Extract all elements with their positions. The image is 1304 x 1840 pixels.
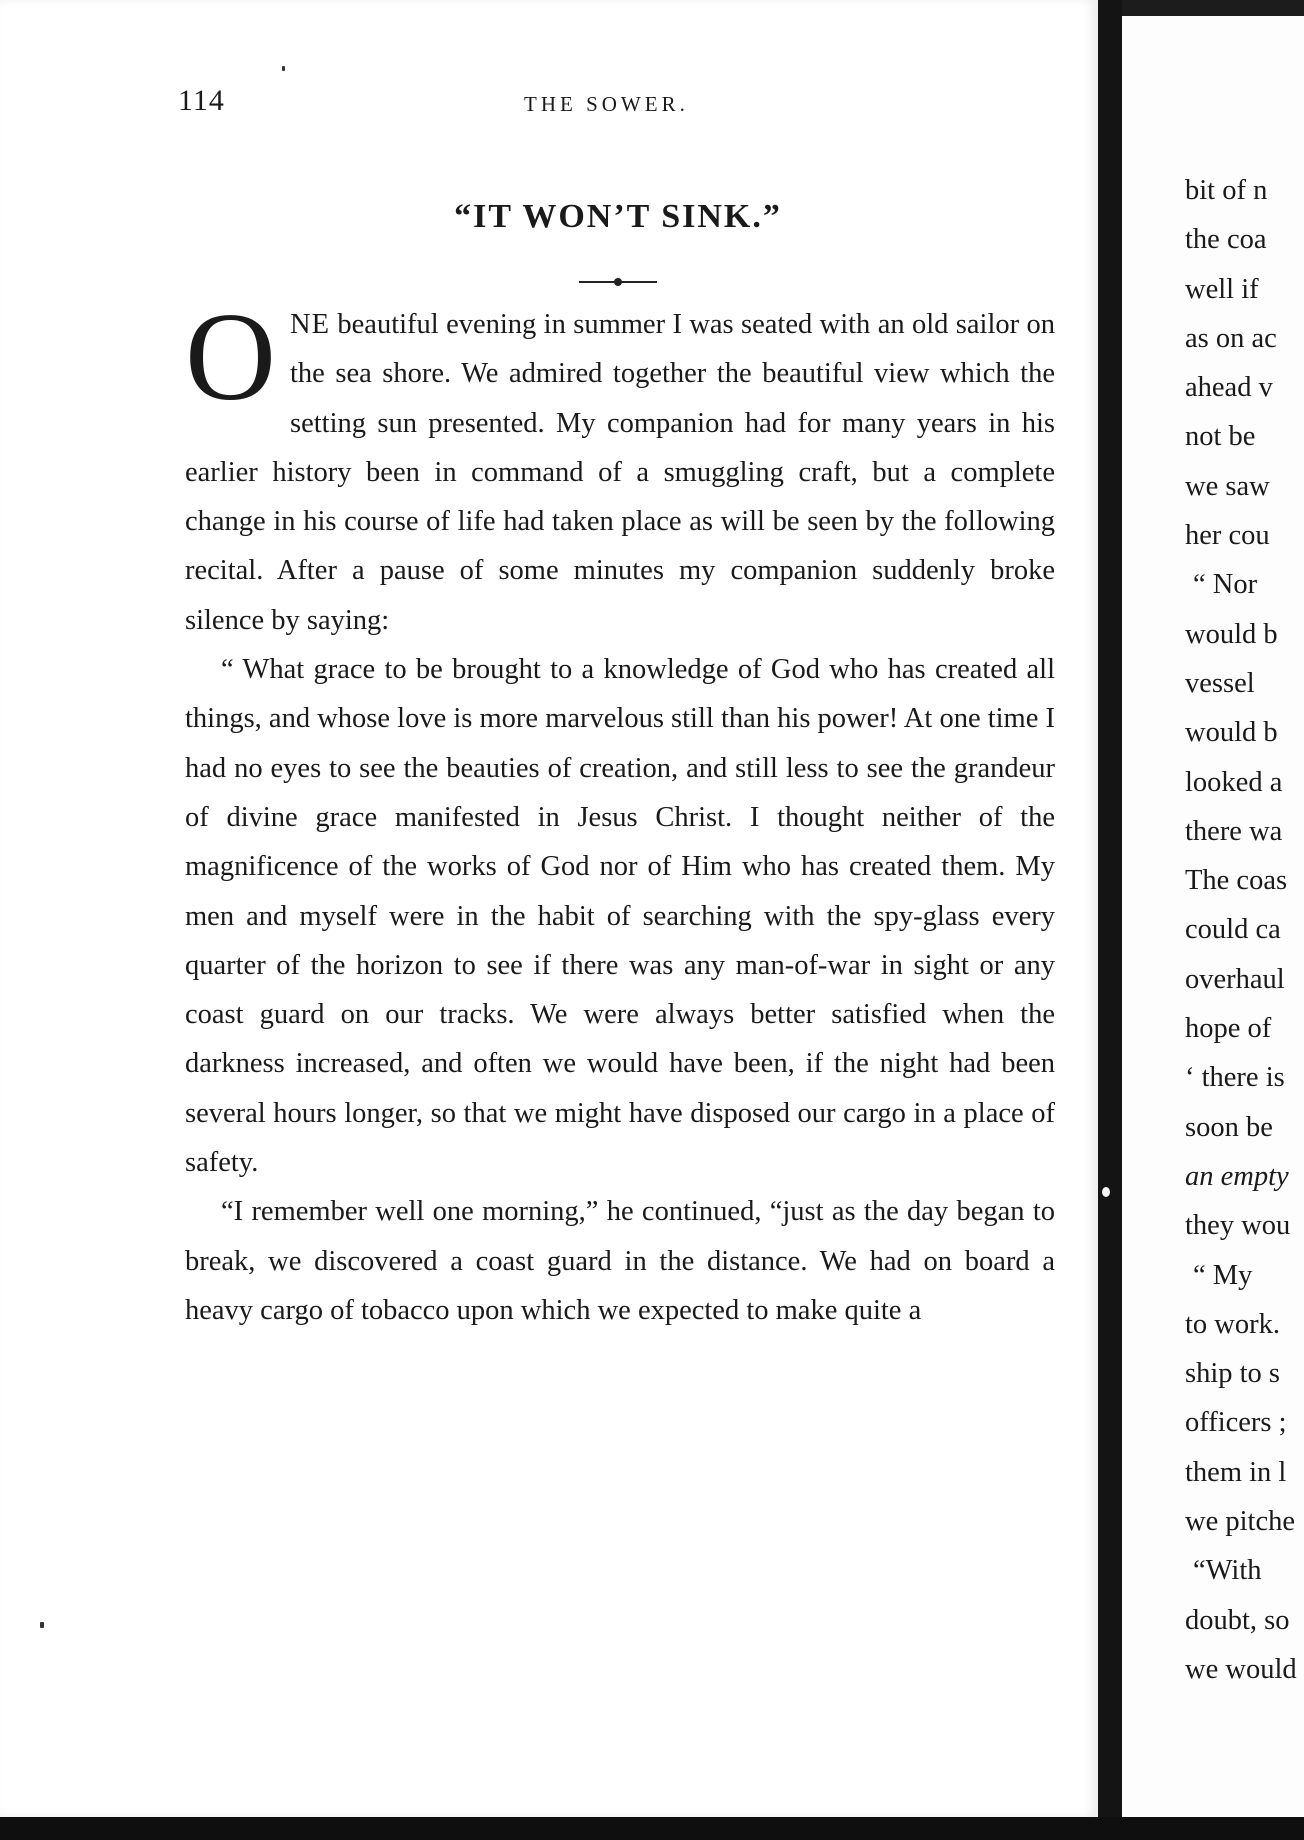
facing-line: to work.: [1185, 1308, 1280, 1340]
ink-speck: [40, 1622, 44, 1628]
facing-line: not be: [1185, 421, 1256, 453]
facing-line: they wou: [1185, 1210, 1291, 1242]
facing-line: looked a: [1185, 766, 1283, 798]
paragraph: “ What grace to be brought to a knowledge of God who has created all things, and whose love is more marvelous still than his power! At one time I had no eyes to see the beauties of creation, and still less to see the grandeur of divine grace manifested in Jesus Christ. I thought neither of the magnificence of the works of God nor of Him who has created them. My men and myself were in the habit of searching with the spy-glass every quarter of the horizon to see if there was any man-of-war in sight or any coast guard on our tracks. We were always better satisfied when the darkness increased, and often we would have been, if the night had been several hours longer, so that we might have disposed our cargo in a place of safety.: [185, 654, 1055, 1179]
facing-line: her cou: [1185, 520, 1270, 552]
facing-line: them in l: [1185, 1456, 1287, 1488]
lead-word: NE: [290, 309, 330, 340]
facing-line: vessel: [1185, 667, 1255, 699]
article-title: “IT WON’T SINK.”: [454, 198, 782, 235]
facing-line: doubt, so: [1185, 1604, 1290, 1636]
facing-line: ship to s: [1185, 1358, 1281, 1390]
facing-line: ‘ there is: [1185, 1062, 1285, 1094]
facing-line: as on ac: [1185, 322, 1277, 354]
facing-line: the coa: [1185, 224, 1267, 256]
facing-line: would b: [1185, 618, 1278, 650]
facing-line: hope of: [1185, 1013, 1272, 1045]
running-title: THE SOWER.: [524, 92, 689, 116]
facing-line: overhaul: [1185, 963, 1285, 995]
facing-page-text: [1185, 166, 1304, 1694]
scan-border: [0, 1817, 1304, 1840]
facing-line: we saw: [1185, 470, 1270, 502]
running-head: [178, 84, 1058, 124]
facing-line: ahead v: [1185, 372, 1273, 404]
facing-line: there wa: [1185, 815, 1283, 847]
paragraph: [185, 288, 1055, 645]
facing-line: an empty: [1185, 1160, 1289, 1192]
ink-speck: [282, 66, 285, 71]
article-body: [185, 288, 1055, 1335]
paragraph: “I remember well one morning,” he continued, “just as the day began to break, we discovered a coast guard in the distance. We had on board a heavy cargo of tobacco upon which we expected to make quite a: [185, 1196, 1055, 1326]
facing-line: we pitche: [1185, 1506, 1295, 1538]
drop-cap: O: [185, 288, 276, 427]
paragraph-text: beautiful evening in summer I was seated with an old sailor on the sea shore. We admired together the beautiful view which the setting sun presented. My companion had for many years in his earlier history been in command of a smuggling craft, but a complete change in his course of life had taken place as will be seen by the following recital. After a pause of some minutes my companion suddenly broke silence by saying:: [185, 309, 1055, 636]
facing-line: The coas: [1185, 865, 1288, 897]
page-number: 114: [178, 84, 225, 117]
facing-line: could ca: [1185, 914, 1281, 946]
facing-line: “ Nor: [1193, 569, 1258, 601]
gutter-mark: [1102, 1187, 1110, 1197]
facing-line: bit of n: [1185, 175, 1268, 206]
facing-line: “ My: [1193, 1259, 1253, 1291]
facing-line: “With: [1193, 1555, 1262, 1587]
book-gutter: [1098, 0, 1122, 1840]
facing-line: we would: [1185, 1653, 1297, 1685]
facing-line: soon be: [1185, 1111, 1273, 1143]
facing-line: well if: [1185, 273, 1259, 305]
facing-line: officers ;: [1185, 1407, 1287, 1439]
title-ornament: [579, 278, 657, 286]
facing-line: would b: [1185, 717, 1278, 749]
